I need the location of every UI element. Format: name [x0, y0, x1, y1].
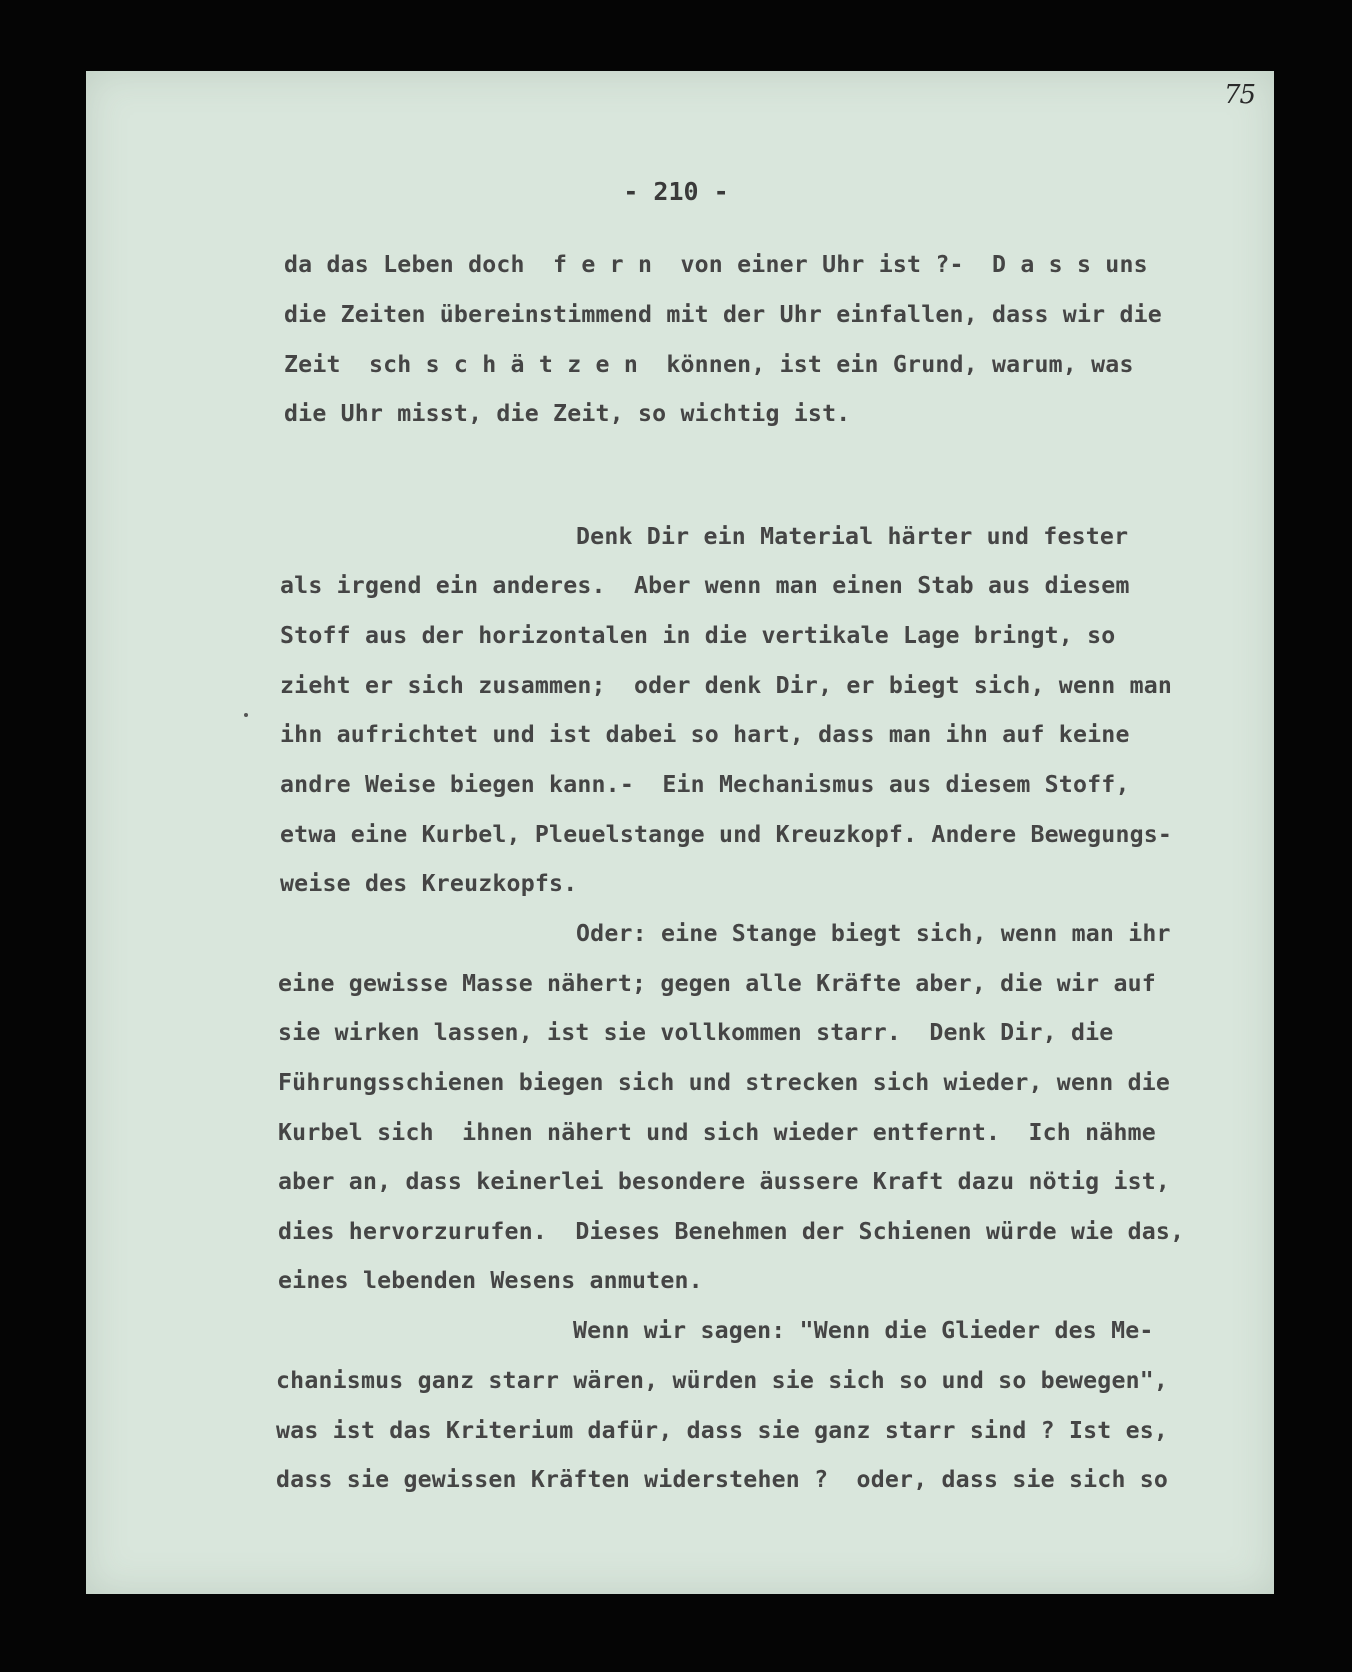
text-line: aber an, dass keinerlei besondere äussere Kraft dazu nötig ist,	[278, 1168, 1171, 1195]
text-line: chanismus ganz starr wären, würden sie sich so und so bewegen",	[276, 1367, 1169, 1394]
text-line: Zeit sch s c h ä t z e n können, ist ein Grund, warum, was	[284, 351, 1134, 378]
text-line: Oder: eine Stange biegt sich, wenn man ihr	[576, 920, 1171, 947]
text-line: etwa eine Kurbel, Pleuelstange und Kreuzkopf. Andere Bewegungs-	[280, 821, 1173, 848]
text-line: ihn aufrichtet und ist dabei so hart, dass man ihn auf keine	[280, 721, 1130, 748]
page-number: - 210 -	[623, 177, 729, 206]
text-line: Wenn wir sagen: "Wenn die Glieder des Me-	[573, 1317, 1154, 1344]
text-line: eines lebenden Wesens anmuten.	[278, 1267, 703, 1294]
text-line: zieht er sich zusammen; oder denk Dir, er biegt sich, wenn man	[280, 672, 1173, 699]
handwritten-folio-number: 75	[1224, 80, 1256, 110]
text-line: weise des Kreuzkopfs.	[280, 870, 578, 897]
text-line: dass sie gewissen Kräften widerstehen ? oder, dass sie sich so	[276, 1466, 1169, 1493]
text-line: andre Weise biegen kann.- Ein Mechanismus aus diesem Stoff,	[280, 771, 1130, 798]
text-line: was ist das Kriterium dafür, dass sie ganz starr sind ? Ist es,	[276, 1417, 1169, 1444]
text-line: Stoff aus der horizontalen in die vertikale Lage bringt, so	[280, 622, 1116, 649]
text-line: die Uhr misst, die Zeit, so wichtig ist.	[284, 400, 851, 427]
text-line: da das Leben doch f e r n von einer Uhr ist ?- D a s s uns	[284, 251, 1148, 278]
text-line: als irgend ein anderes. Aber wenn man einen Stab aus diesem	[280, 572, 1130, 599]
text-line: dies hervorzurufen. Dieses Benehmen der Schienen würde wie das,	[278, 1218, 1185, 1245]
text-line: sie wirken lassen, ist sie vollkommen starr. Denk Dir, die	[278, 1019, 1114, 1046]
ink-dot	[244, 713, 248, 717]
text-line: die Zeiten übereinstimmend mit der Uhr einfallen, dass wir die	[284, 301, 1162, 328]
text-line: Kurbel sich ihnen nähert und sich wieder entfernt. Ich nähme	[278, 1119, 1156, 1146]
text-line: eine gewisse Masse nähert; gegen alle Kräfte aber, die wir auf	[278, 970, 1156, 997]
text-line: Denk Dir ein Material härter und fester	[576, 523, 1129, 550]
text-line: Führungsschienen biegen sich und strecken sich wieder, wenn die	[278, 1069, 1171, 1096]
